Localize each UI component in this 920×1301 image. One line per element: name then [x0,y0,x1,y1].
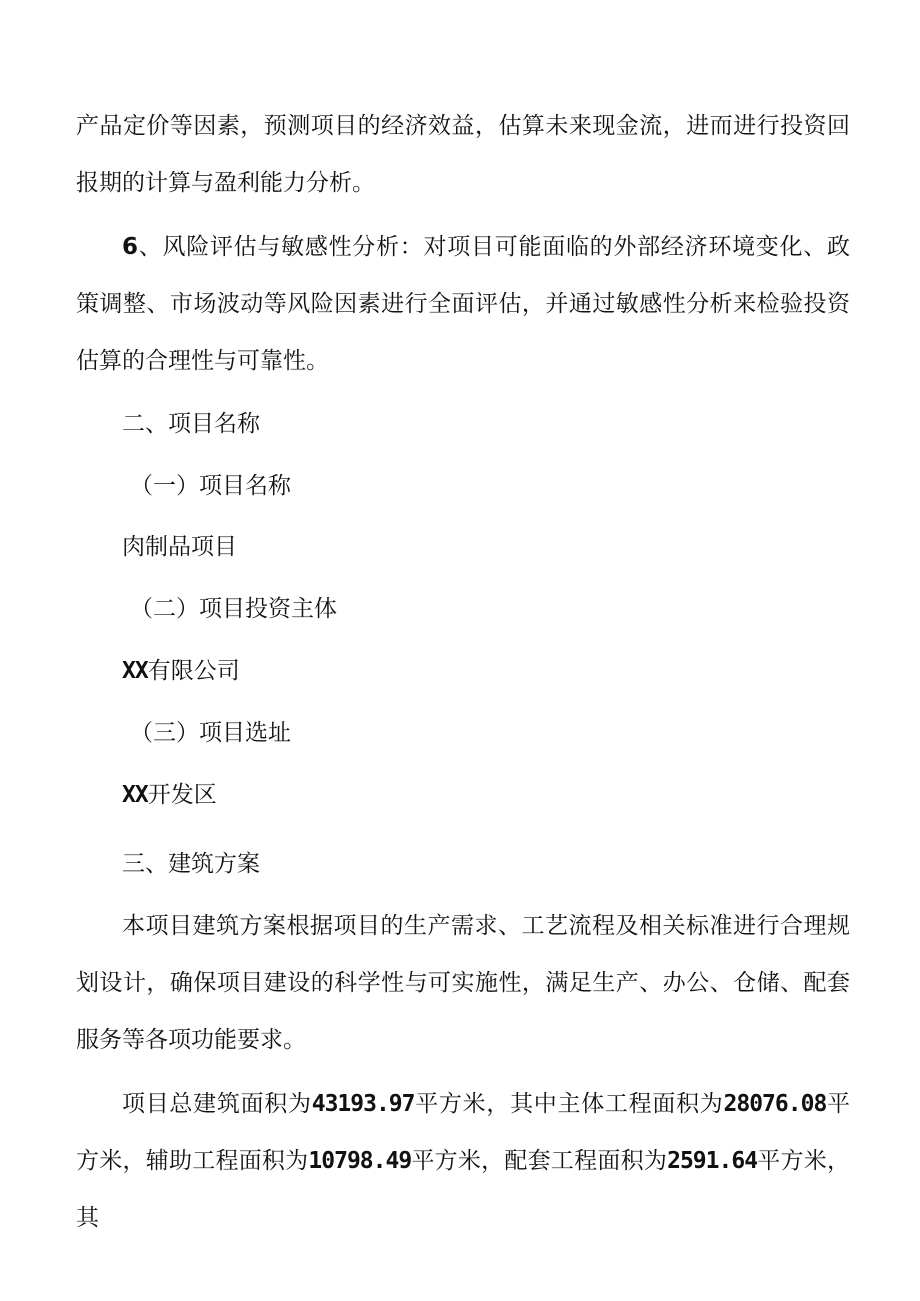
subheading-site: （三）项目选址 [130,720,291,746]
section-heading-project-name: 二、项目名称 [122,411,260,437]
paragraph-pricing-text: 产品定价等因素，预测项目的经济效益，估算未来现金流，进而进行投资回报期的计算与盈利能力分析。 [76,113,850,196]
area-text-b: 平方米，其中主体工程面积为 [414,1091,724,1117]
area-text-e: 平方米，其 [76,1148,851,1231]
paragraph-building-plan-text: 本项目建筑方案根据项目的生产需求、工艺流程及相关标准进行合理规划设计，确保项目建设的科学性与可实施性，满足生产、办公、仓储、配套服务等各项功能要求。 [76,913,850,1053]
area-text-c: 平方米，辅助工程面积为 [76,1091,851,1174]
section-heading-building-plan: 三、建筑方案 [122,851,260,877]
paragraph-building-area [76,1076,850,1247]
subheading-project-name: （一）项目名称 [130,473,291,499]
area-text-d: 平方米，配套工程面积为 [411,1148,668,1174]
list-number: 6 [122,234,139,260]
total-area-number: 43193.97 [311,1091,415,1117]
paragraph-building-plan [76,898,850,1069]
site-suffix: 开发区 [147,782,217,808]
area-text-a: 项目总建筑面积为 [122,1091,312,1117]
investor-suffix: 有限公司 [147,658,240,684]
paragraph-risk-assessment [76,219,850,390]
paragraph-pricing [76,98,850,212]
paragraph-risk-text: 、风险评估与敏感性分析：对项目可能面临的外部经济环境变化、政策调整、市场波动等风险因素进行全面评估，并通过敏感性分析来检验投资估算的合理性与可靠性。 [76,234,850,374]
site-value [122,779,217,811]
investor-placeholder: XX [122,658,148,684]
project-name-value: 肉制品项目 [122,534,237,560]
supporting-area-number: 2591.64 [667,1148,758,1174]
main-area-number: 28076.08 [723,1091,827,1117]
site-placeholder: XX [122,782,148,808]
investor-value [122,655,240,687]
subheading-investor: （二）项目投资主体 [130,596,337,622]
auxiliary-area-number: 10798.49 [308,1148,412,1174]
